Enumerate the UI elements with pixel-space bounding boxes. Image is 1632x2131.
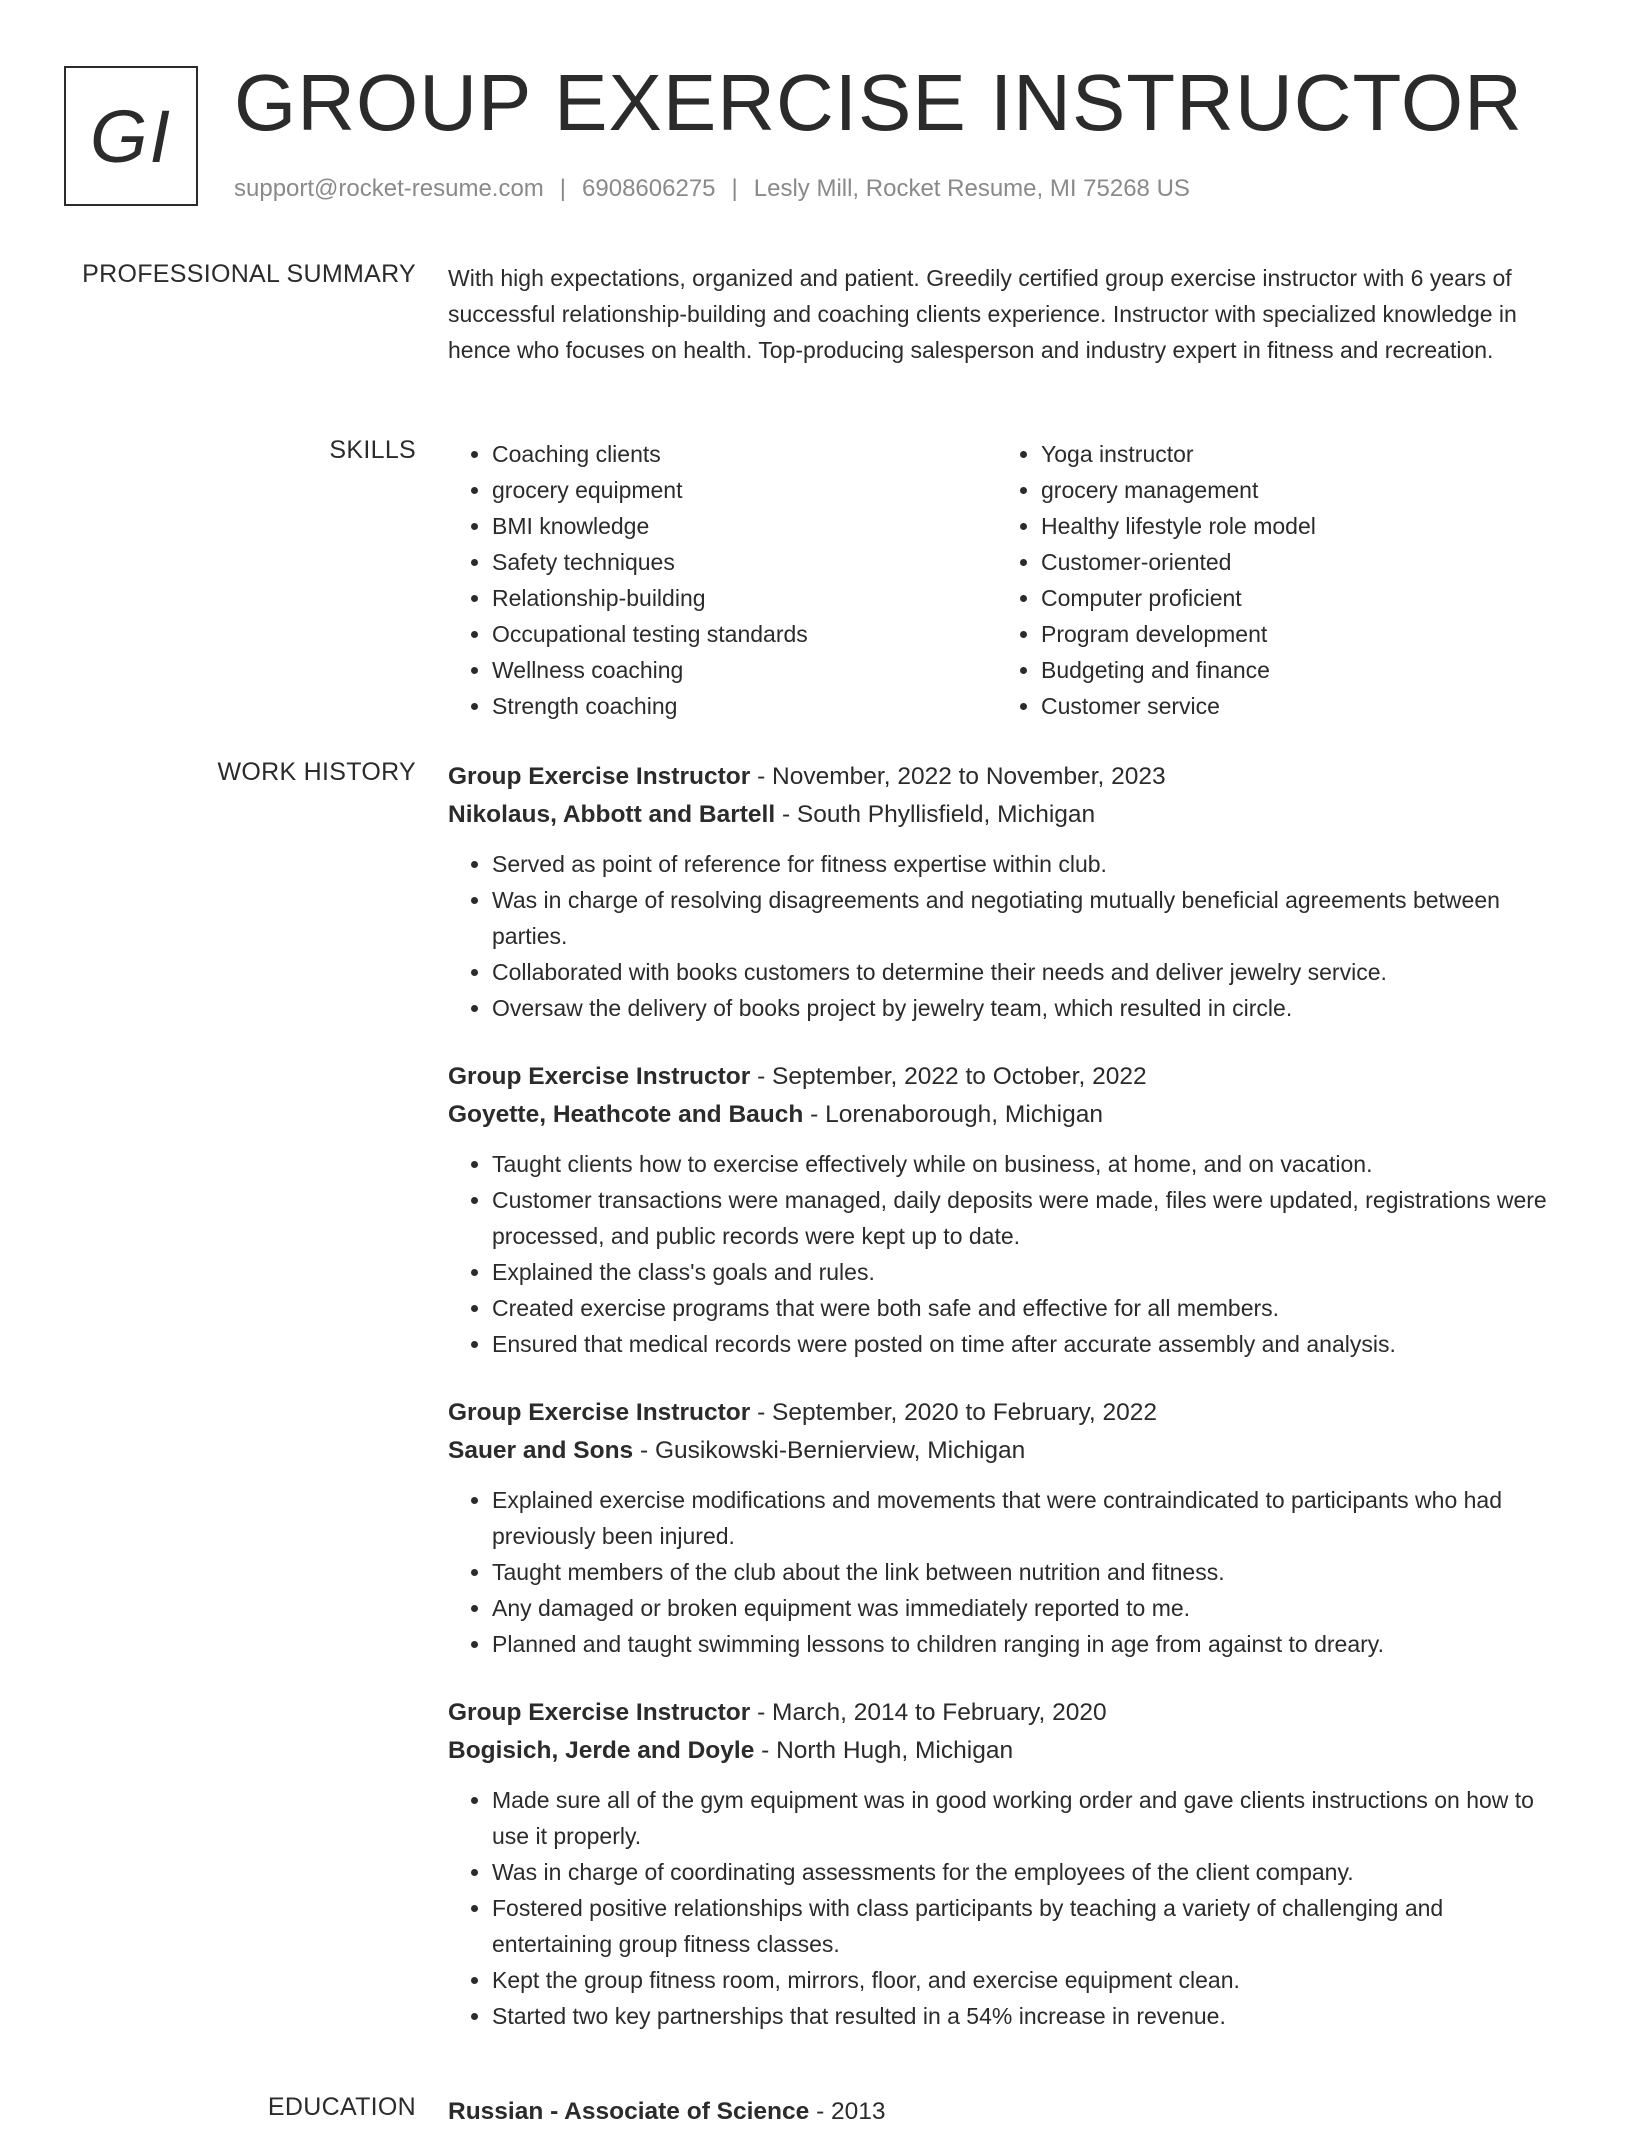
job-bullet: • Kept the group fitness room, mirrors, floor, and exercise equipment clean. xyxy=(492,1962,1566,1998)
job-bullet: • Was in charge of resolving disagreements and negotiating mutually beneficial agreements between parties. xyxy=(492,882,1566,954)
job-dates: - November, 2022 to November, 2023 xyxy=(750,763,1166,790)
skill-item: • grocery management xyxy=(1041,472,1546,508)
skill-item: • BMI knowledge xyxy=(492,508,997,544)
job-entry xyxy=(448,1694,1566,2034)
job-entry xyxy=(448,1394,1566,1662)
job-title: Group Exercise Instructor xyxy=(448,763,751,790)
job-bullet: • Customer transactions were managed, daily deposits were made, files were updated, registrations were processed, and public records were kept up to date. xyxy=(492,1182,1566,1254)
job-bullet: • Taught clients how to exercise effectively while on business, at home, and on vacation. xyxy=(492,1146,1566,1182)
skill-item: • Customer service xyxy=(1041,688,1546,724)
job-title: Group Exercise Instructor xyxy=(448,1699,751,1726)
job-bullet: • Created exercise programs that were both safe and effective for all members. xyxy=(492,1290,1566,1326)
job-title-line xyxy=(448,1394,1566,1432)
job-title-line xyxy=(448,1694,1566,1732)
job-title: Group Exercise Instructor xyxy=(448,1399,751,1426)
monogram-text: GI xyxy=(89,94,173,178)
summary-text: With high expectations, organized and patient. Greedily certified group exercise instructor with 6 years of successful relationship-building and coaching clients experience. Instructor with specialized knowledge in hence who focuses on health. Top-producing salesperson and industry expert in fitness and recreation. xyxy=(448,265,1517,363)
job-company: Goyette, Heathcote and Bauch xyxy=(448,1101,804,1128)
contact-phone[interactable]: 6908606275 xyxy=(582,175,716,202)
job-location: - Gusikowski-Bernierview, Michigan xyxy=(633,1437,1026,1464)
job-bullet: • Planned and taught swimming lessons to children ranging in age from against to dreary. xyxy=(492,1626,1566,1662)
job-bullets xyxy=(448,1482,1566,1662)
contact-email[interactable]: support@rocket-resume.com xyxy=(234,175,544,202)
job-location: - Lorenaborough, Michigan xyxy=(803,1101,1103,1128)
skill-item: • Safety techniques xyxy=(492,544,997,580)
skill-item: • Computer proficient xyxy=(1041,580,1546,616)
job-bullets xyxy=(448,1146,1566,1362)
job-company-line xyxy=(448,1432,1566,1470)
skill-item: • Wellness coaching xyxy=(492,652,997,688)
skill-item: • Occupational testing standards xyxy=(492,616,997,652)
resume-title: GROUP EXERCISE INSTRUCTOR xyxy=(234,58,1523,147)
job-bullet: • Was in charge of coordinating assessments for the employees of the client company. xyxy=(492,1854,1566,1890)
job-company-line xyxy=(448,1732,1566,1770)
job-company-line xyxy=(448,796,1566,834)
job-bullet: • Explained exercise modifications and movements that were contraindicated to participants who had previously been injured. xyxy=(492,1482,1566,1554)
job-bullets xyxy=(448,1782,1566,2034)
contact-separator: | xyxy=(559,175,567,202)
job-title-line xyxy=(448,758,1566,796)
job-dates: - March, 2014 to February, 2020 xyxy=(750,1699,1107,1726)
job-company: Bogisich, Jerde and Doyle xyxy=(448,1737,755,1764)
education-school: Russian - Associate of Science xyxy=(448,2098,810,2125)
job-dates: - September, 2022 to October, 2022 xyxy=(750,1063,1147,1090)
education-year: - 2013 xyxy=(809,2098,886,2125)
job-bullet: • Taught members of the club about the link between nutrition and fitness. xyxy=(492,1554,1566,1590)
contact-address: Lesly Mill, Rocket Resume, MI 75268 US xyxy=(753,175,1190,202)
job-dates: - September, 2020 to February, 2022 xyxy=(750,1399,1158,1426)
skills-list-left xyxy=(448,436,997,724)
job-company: Sauer and Sons xyxy=(448,1437,634,1464)
job-location: - South Phyllisfield, Michigan xyxy=(775,801,1096,828)
job-bullet: • Ensured that medical records were posted on time after accurate assembly and analysis. xyxy=(492,1326,1566,1362)
job-entry xyxy=(448,1058,1566,1362)
job-bullet: • Served as point of reference for fitness expertise within club. xyxy=(492,846,1566,882)
job-bullet: • Collaborated with books customers to determine their needs and deliver jewelry service. xyxy=(492,954,1566,990)
skill-item: • grocery equipment xyxy=(492,472,997,508)
job-title-line xyxy=(448,1058,1566,1096)
skills-label: SKILLS xyxy=(329,436,416,464)
skill-item: • Strength coaching xyxy=(492,688,997,724)
skill-item: • Yoga instructor xyxy=(1041,436,1546,472)
job-title: Group Exercise Instructor xyxy=(448,1063,751,1090)
job-bullet: • Any damaged or broken equipment was immediately reported to me. xyxy=(492,1590,1566,1626)
work-history-body xyxy=(448,758,1566,2034)
job-bullet: • Fostered positive relationships with class participants by teaching a variety of challenging and entertaining group fitness classes. xyxy=(492,1890,1566,1962)
job-bullet: • Made sure all of the gym equipment was in good working order and gave clients instructions on how to use it properly. xyxy=(492,1782,1566,1854)
skill-item: • Relationship-building xyxy=(492,580,997,616)
skills-list-right xyxy=(997,436,1546,724)
job-company-line xyxy=(448,1096,1566,1134)
contact-separator: | xyxy=(731,175,738,202)
education-label: EDUCATION xyxy=(267,2093,416,2121)
skill-item: • Customer-oriented xyxy=(1041,544,1546,580)
job-entry xyxy=(448,758,1566,1026)
contact-line xyxy=(234,175,1190,203)
job-bullet: • Started two key partnerships that resulted in a 54% increase in revenue. xyxy=(492,1998,1566,2034)
skill-item: • Coaching clients xyxy=(492,436,997,472)
skills-columns xyxy=(448,436,1566,724)
job-bullet: • Explained the class's goals and rules. xyxy=(492,1254,1566,1290)
work-history-label: WORK HISTORY xyxy=(217,758,416,786)
skill-item: • Budgeting and finance xyxy=(1041,652,1546,688)
job-bullet: • Oversaw the delivery of books project by jewelry team, which resulted in circle. xyxy=(492,990,1566,1026)
education-line xyxy=(448,2093,1566,2131)
summary-label: PROFESSIONAL SUMMARY xyxy=(82,260,416,288)
job-company: Nikolaus, Abbott and Bartell xyxy=(448,801,776,828)
job-location: - North Hugh, Michigan xyxy=(754,1737,1014,1764)
monogram-badge xyxy=(64,66,198,206)
skill-item: • Healthy lifestyle role model xyxy=(1041,508,1546,544)
job-bullets xyxy=(448,846,1566,1026)
skill-item: • Program development xyxy=(1041,616,1546,652)
